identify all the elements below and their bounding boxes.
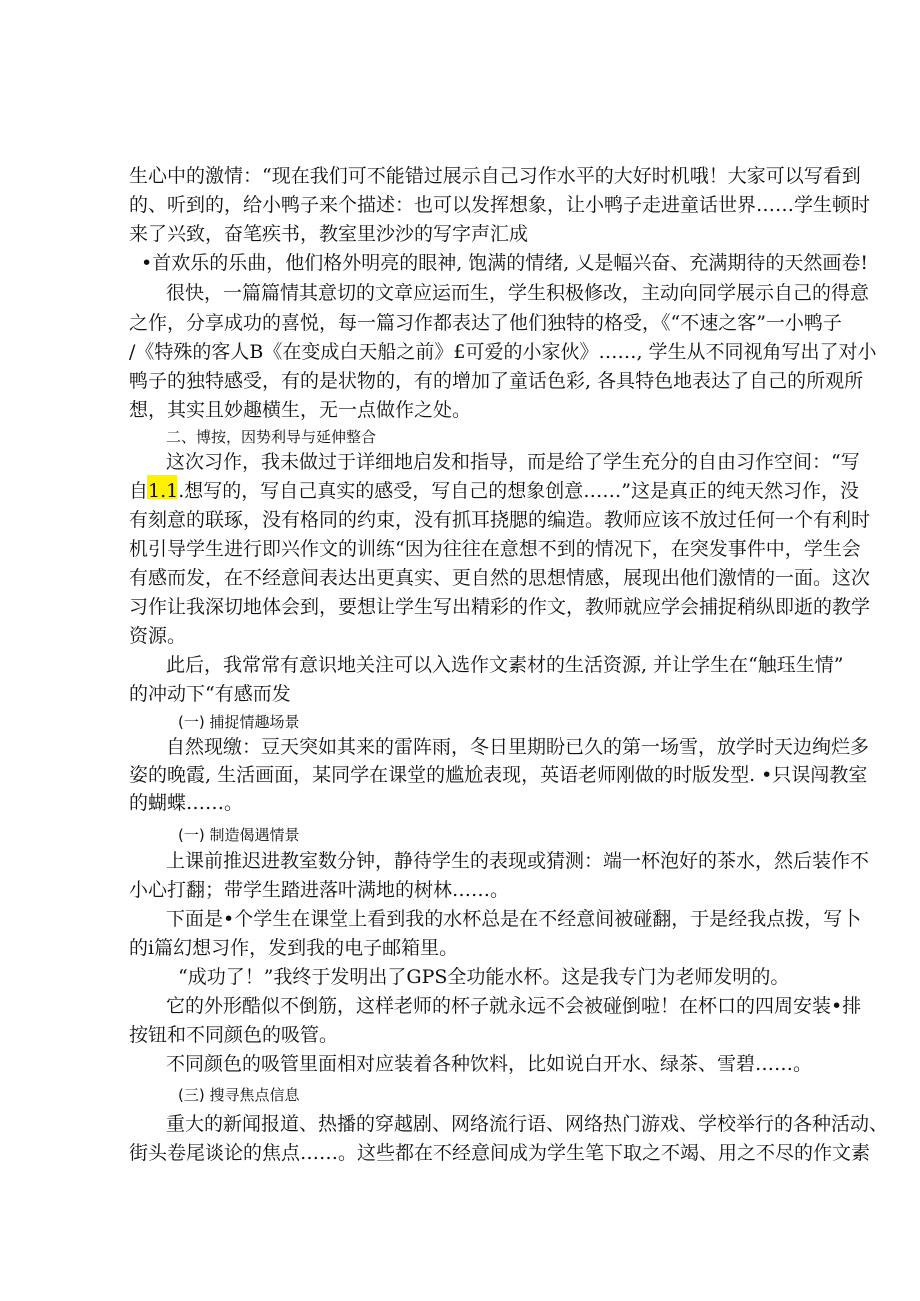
paragraph-line: 上课前推迟进教室数分钟，静待学生的表现或猜测：端一杯泡好的茶水，然后装作不 [166,850,870,872]
paragraph-line: /《特殊的客人B《在变成白天船之前》£可爱的小家伙》……, 学生从不同视角写出了对小 [129,341,877,363]
section-heading: (一) 捕捉情趣场景 [178,713,300,731]
paragraph-line: 姿的晚霞, 生活画面，某同学在课堂的尴尬表现，英语老师刚做的时版发型. •只误闯教室 [129,764,868,786]
paragraph-line: 自然现缴：豆天突如其来的雷阵雨，冬日里期盼已久的第一场雪，放学时天边绚烂多 [166,736,870,758]
section-heading: (三) 搜寻焦点信息 [178,1086,300,1104]
paragraph-line: 下面是•个学生在课堂上看到我的水杯总是在不经意间被碰翻，于是经我点拨，写卜 [166,908,862,930]
paragraph-line: 习作让我深切地体会到，要想让学生写出精彩的作文，教师就应学会捕捉稍纵即逝的教学 [129,596,871,618]
paragraph-line: 之作，分享成功的喜悦，每一篇习作都表达了他们独特的格受，《“不速之客”一小鸭子 [129,312,842,334]
paragraph-line: 的蝴蝶……。 [129,792,244,814]
paragraph-line: 资源。 [129,625,187,647]
paragraph-line: “成功了！”我终于发明出了GPS全功能水杯。这是我专门为老师发明的。 [178,966,790,988]
paragraph-line: 按钮和不同颜色的吸管。 [129,1024,339,1046]
paragraph-line: 想，其实且妙趣横生，无一点做作之处。 [129,399,472,421]
paragraph-line: 它的外形酷似不倒筋，这样老师的杯子就永远不会被碰倒啦！在杯口的四周安装•排 [166,995,862,1017]
paragraph-line: 很快，一篇篇情其意切的文章应运而生，学生积极修改，主动向同学展示自己的得意 [166,282,870,304]
paragraph-line: 的、听到的，给小鸭子来个描述：也可以发挥想象，让小鸭子走进童话世界……学生顿时 [129,194,871,216]
paragraph-line: 来了兴致，奋笔疾书，教室里沙沙的写字声汇成 [129,223,529,245]
paragraph-line: 鸭子的独特感受，有的是状物的，有的增加了童话色彩, 各具特色地表达了自己的所观所 [129,370,864,392]
paragraph-line: 生心中的激情：“现在我们可不能错过展示自己习作水平的大好时机哦！大家可以写看到 [129,165,861,187]
paragraph-line: 有感而发，在不经意间表达出更真实、更自然的思想情感，展现出他们激情的一面。这次 [129,567,871,589]
paragraph-line: 的冲动下“有感而发 [129,683,291,705]
paragraph-line: •首欢乐的乐曲，他们格外明亮的眼神, 饱满的情绪, 乂是幅兴奋、充满期待的天然画卷! [141,252,869,274]
paragraph-line: 机引导学生进行即兴作文的训练“因为往往在意想不到的情况下，在突发事件中，学生会 [129,538,861,560]
paragraph-line: 自1.1.想写的，写自己真实的感受，写自己的想象创意……”这是真正的纯天然习作，没 [129,480,859,502]
paragraph-line: 此后，我常常有意识地关注可以入选作文素材的生活资源, 并让学生在“触珏生情” [166,654,844,676]
paragraph-line: 重大的新闻报道、热播的穿越剧、网络流行语、网络热门游戏、学校举行的各种活动、 [166,1113,889,1135]
paragraph-line: 有刻意的联琢，没有格同的约束，没有抓耳挠腮的编造。教师应该不放过任何一个有利时 [129,509,871,531]
section-heading: 二、博按，因势利导与延伸整合 [166,428,377,446]
paragraph-line: 街头卷尾谈论的焦点……。这些都在不经意间成为学生笔下取之不竭、用之不尽的作文素 [129,1142,871,1164]
paragraph-line: 小心打翻；带学生踏进落叶满地的树林……。 [129,879,510,901]
paragraph-line: 的i篇幻想习作，发到我的电子邮箱里。 [129,937,459,959]
paragraph-line: 不同颜色的吸管里面相对应装着各种饮料，比如说白开水、绿茶、雪碧……。 [166,1053,813,1075]
section-heading: (一) 制造偈遇情景 [178,826,300,844]
paragraph-line: 这次习作，我未做过于详细地启发和指导，而是给了学生充分的自由习作空间：“写 [166,451,860,473]
